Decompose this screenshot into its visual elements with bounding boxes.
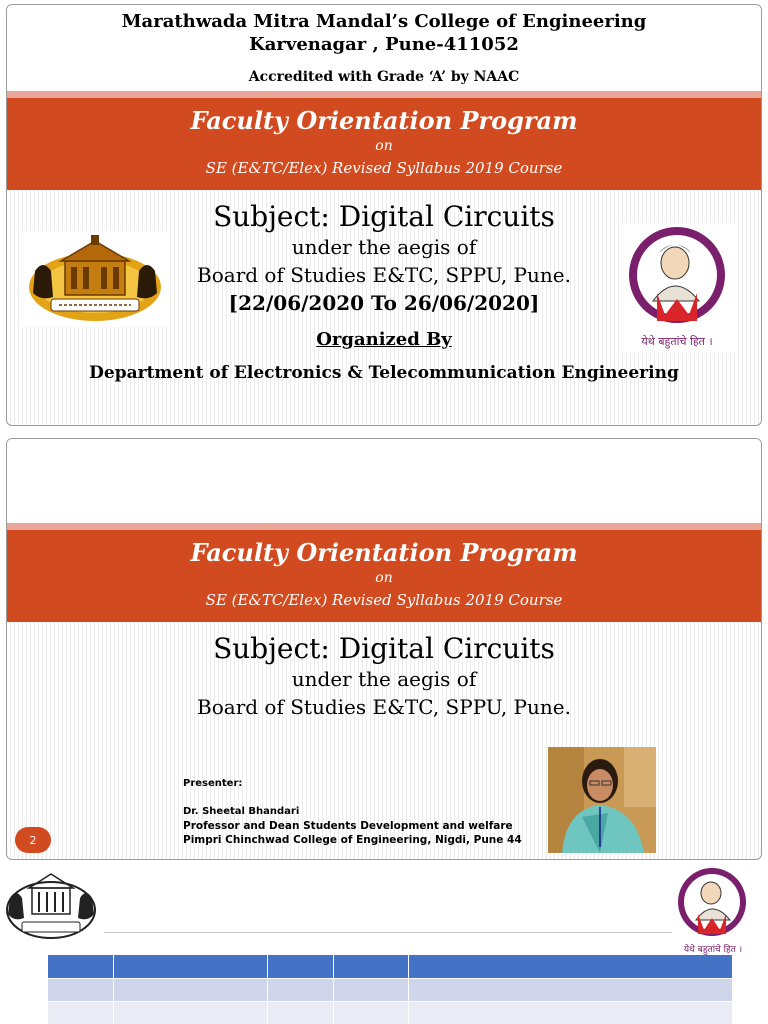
- table-header-cell: [267, 955, 333, 978]
- presenter-label: Presenter:: [183, 778, 243, 789]
- presenter-info: [183, 777, 522, 847]
- presenter-org: Pimpri Chinchwad College of Engineering, Nigdi, Pune 44: [183, 834, 522, 846]
- college-address: Karvenagar , Pune-411052: [249, 34, 519, 55]
- program-banner: [7, 98, 761, 190]
- schedule-table: [48, 955, 732, 1024]
- table-cell: [333, 1001, 408, 1024]
- aegis-text: under the aegis of: [291, 235, 477, 259]
- program-dates: [22/06/2020 To 26/06/2020]: [228, 291, 540, 315]
- department-name: Department of Electronics & Telecommunication Engineering: [89, 363, 679, 383]
- college-name: Marathwada Mitra Mandal’s College of Engineering: [121, 11, 647, 32]
- program-title: Faculty Orientation Program: [190, 106, 578, 135]
- table-header-cell: [333, 955, 408, 978]
- program-title: Faculty Orientation Program: [190, 538, 578, 567]
- accent-strip: [7, 91, 761, 98]
- organized-by-label: Organized By: [316, 329, 452, 350]
- table-cell: [113, 978, 267, 1001]
- college-crest-icon: [619, 223, 737, 353]
- subject-title: Subject: Digital Circuits: [213, 632, 555, 665]
- table-cell: [113, 1001, 267, 1024]
- slide-2-header-area: [7, 439, 761, 523]
- table-cell: [48, 1001, 113, 1024]
- table-cell: [267, 1001, 333, 1024]
- program-on: on: [375, 138, 393, 154]
- table-header-cell: [48, 955, 113, 978]
- program-on: on: [375, 570, 393, 586]
- university-emblem-icon: [2, 866, 100, 944]
- table-row: [48, 978, 732, 1001]
- program-course: SE (E&TC/Elex) Revised Syllabus 2019 Course: [205, 159, 563, 177]
- crest-motto: येथे बहुतांचे हित ।: [683, 945, 743, 955]
- footer-divider: [104, 932, 678, 933]
- college-crest-icon: [672, 864, 754, 956]
- program-course: SE (E&TC/Elex) Revised Syllabus 2019 Course: [205, 591, 563, 609]
- table-row: [48, 1001, 732, 1024]
- board-text: Board of Studies E&TC, SPPU, Pune.: [197, 263, 571, 287]
- table-header-cell: [113, 955, 267, 978]
- slide-2: [6, 438, 762, 860]
- crest-motto: येथे बहुतांचे हित ।: [641, 335, 713, 348]
- accent-strip: [7, 523, 761, 530]
- program-banner: [7, 530, 761, 622]
- board-text: Board of Studies E&TC, SPPU, Pune.: [197, 695, 571, 719]
- table-header-cell: [408, 955, 732, 978]
- slide-1: [6, 4, 762, 426]
- university-emblem-icon: [21, 231, 169, 327]
- table-cell: [408, 1001, 732, 1024]
- presenter-photo: [548, 747, 656, 853]
- page-number-badge: 2: [15, 827, 51, 853]
- table-cell: [267, 978, 333, 1001]
- accreditation-text: Accredited with Grade ‘A’ by NAAC: [248, 69, 520, 85]
- table-cell: [48, 978, 113, 1001]
- presenter-title: Professor and Dean Students Development and welfare: [183, 820, 513, 832]
- table-header-row: [48, 955, 732, 978]
- subject-title: Subject: Digital Circuits: [213, 200, 555, 233]
- presenter-name: Dr. Sheetal Bhandari: [183, 806, 300, 817]
- aegis-text: under the aegis of: [291, 667, 477, 691]
- table-cell: [408, 978, 732, 1001]
- table-cell: [333, 978, 408, 1001]
